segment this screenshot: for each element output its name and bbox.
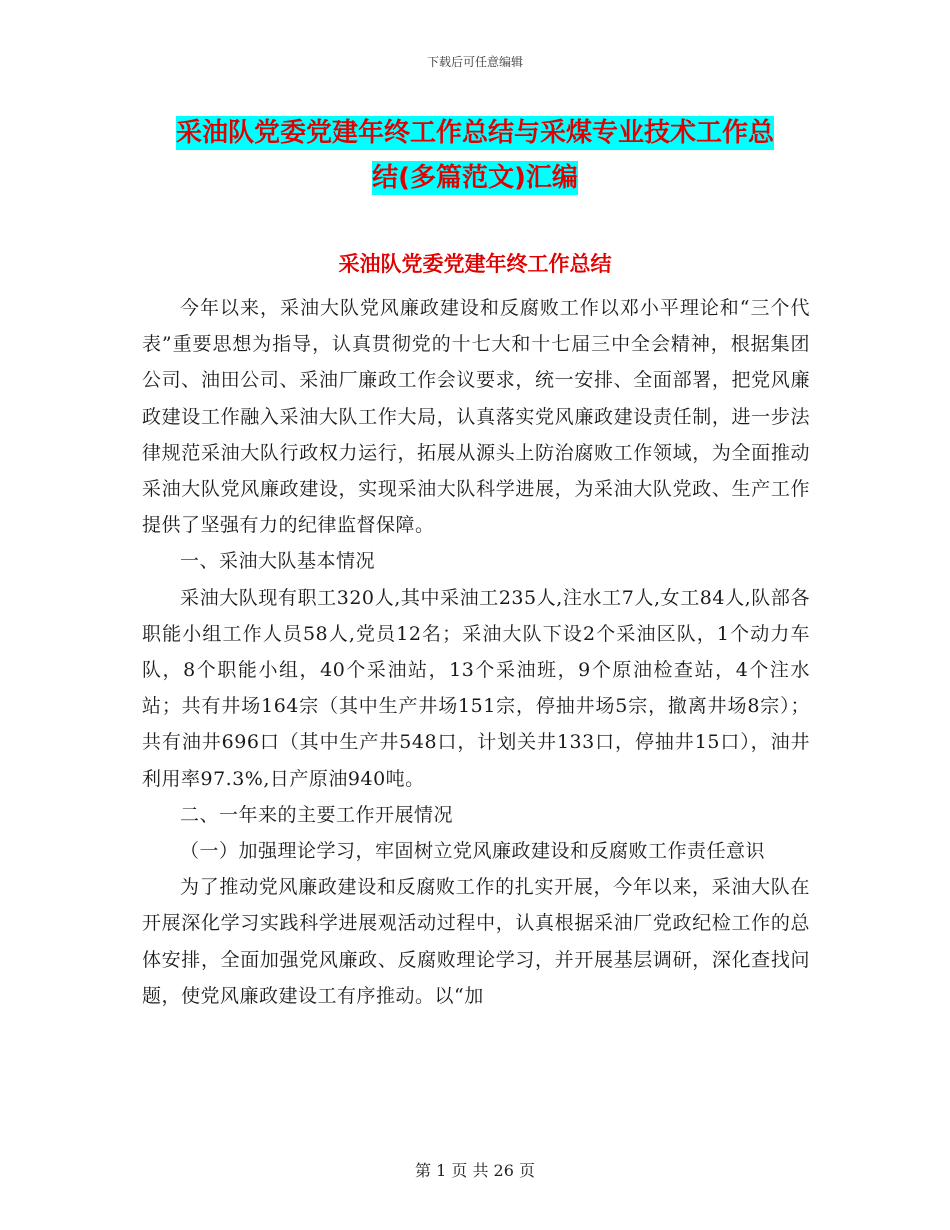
document-body (142, 290, 810, 1014)
title-highlight-1: 采油队党委党建年终工作总结与采煤专业技术工作总 (175, 118, 774, 148)
header-note: 下载后可任意编辑 (426, 55, 523, 69)
heading-theory-study: （一）加强理论学习，牢固树立党风廉政建设和反腐败工作责任意识 (180, 840, 766, 863)
title-highlight-2: 结(多篇范文)汇编 (372, 163, 578, 193)
heading-basic-situation: 一、采油大队基本情况 (180, 550, 376, 573)
paragraph-theory-study: 为了推动党风廉政建设和反腐败工作的扎实开展，今年以来，采油大队在开展深化学习实践科学进展观活动过程中，认真根据采油厂党政纪检工作的总体安排，全面加强党风廉政、反腐败理论学习，并开展基层调研，深化查找问题，使党风廉政建设工有序推动。以“加 (142, 876, 810, 1007)
page-number: 第 1 页 共 26 页 (415, 1161, 535, 1180)
paragraph-intro: 今年以来，采油大队党风廉政建设和反腐败工作以邓小平理论和“三个代表”重要思想为指导，认真贯彻党的十七大和十七届三中全会精神，根据集团公司、油田公司、采油厂廉政工作会议要求，统一安排、全面部署，把党风廉政建设工作融入采油大队工作大局，认真落实党风廉政建设责任制，进一步法律规范采油大队行政权力运行，拓展从源头上防治腐败工作领域，为全面推动采油大队党风廉政建设，实现采油大队科学进展，为采油大队党政、生产工作提供了坚强有力的纪律监督保障。 (142, 297, 810, 537)
document-title-line-2 (0, 157, 950, 194)
heading-main-work: 二、一年来的主要工作开展情况 (180, 803, 454, 826)
section-title: 采油队党委党建年终工作总结 (338, 252, 612, 276)
paragraph-basic-situation: 采油大队现有职工320人,其中采油工235人,注水工7人,女工84人,队部各职能小组工作人员58人,党员12名；采油大队下设2个采油区队，1个动力车队，8个职能小组，40个采油站，13个采油班，9个原油检查站，4个注水站；共有井场164宗（其中生产井场151宗，停抽井场5宗，撤离井场8宗）；共有油井696口（其中生产井548口，计划关井133口，停抽井15口），油井利用率97.3%,日产原油940吨。 (142, 586, 810, 790)
document-title-line-1 (0, 112, 950, 149)
